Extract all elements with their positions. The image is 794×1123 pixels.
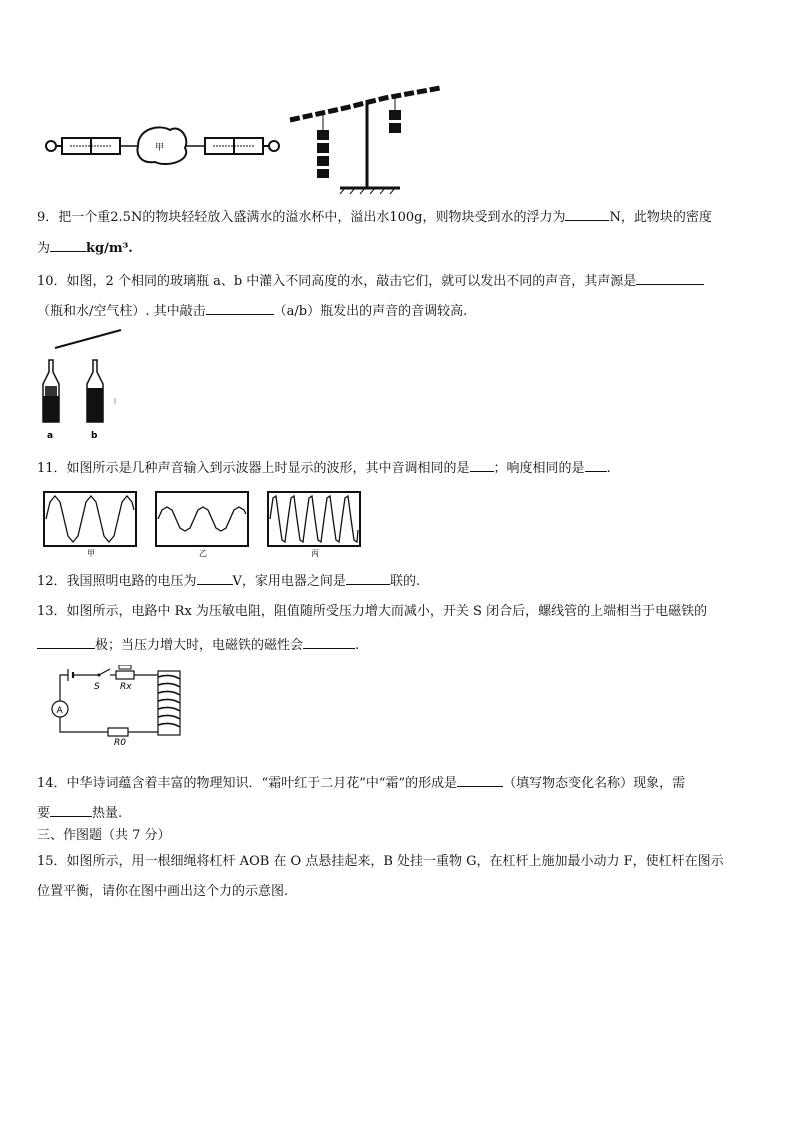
q11-blank-loudness[interactable] xyxy=(585,457,607,472)
q12-text-a: 12．我国照明电路的电压为 xyxy=(37,574,197,589)
circuit-figure xyxy=(40,665,190,750)
q15-line1: 15．如图所示，用一根细绳将杠杆 AOB 在 O 点悬挂起来，B 处挂一重物 G，在杠杆上施加最小动力 F，使杠杆在图示 xyxy=(37,854,724,869)
q12-text-end: 联的. xyxy=(389,574,421,589)
svg-text:丙: 丙 xyxy=(311,549,319,558)
q9-text-c: 为 xyxy=(37,241,51,256)
q14-blank-phase-change[interactable] xyxy=(457,772,503,787)
q14-blank-heat[interactable] xyxy=(50,802,92,817)
q14-text-a: 14．中华诗词蕴含着丰富的物理知识．“霜叶红于二月花”中“霜”的形成是 xyxy=(37,776,458,791)
q9-blank-buoyancy[interactable] xyxy=(565,206,609,221)
q9-unit: kg/m³. xyxy=(86,241,133,256)
svg-text:b: b xyxy=(91,431,98,441)
q12-blank-voltage[interactable] xyxy=(197,570,233,585)
q12-blank-connection[interactable] xyxy=(346,570,390,585)
svg-text:A: A xyxy=(56,706,63,716)
q10-text-c: （a/b）瓶发出的声音的音调较高. xyxy=(273,304,468,319)
section3-title: 三、作图题（共 7 分） xyxy=(37,828,171,843)
lever-balance-figure xyxy=(285,80,445,195)
svg-text:乙: 乙 xyxy=(199,549,207,558)
q9-text-b: N，此物块的密度 xyxy=(609,210,712,225)
waveforms-figure xyxy=(42,490,367,560)
q13-blank-magnetism[interactable] xyxy=(303,634,355,649)
q13-text-b: 极；当压力增大时，电磁铁的磁性会 xyxy=(95,638,304,653)
q13-text-end: . xyxy=(355,638,360,653)
q9-blank-density[interactable] xyxy=(50,237,86,252)
svg-text:S: S xyxy=(94,682,100,692)
q14-text-b: （填写物态变化名称）现象，需 xyxy=(503,776,686,791)
q13-line2 xyxy=(37,634,359,656)
svg-text:甲: 甲 xyxy=(155,143,165,153)
q11-text-end: . xyxy=(606,461,611,476)
q13-blank-pole[interactable] xyxy=(37,634,95,649)
q10-blank-bottle[interactable] xyxy=(206,300,274,315)
q13-line1 xyxy=(37,602,707,622)
q15-line2: 位置平衡，请你在图中画出这个力的示意图. xyxy=(37,884,289,899)
q12-line xyxy=(37,570,420,592)
q10-line1 xyxy=(37,270,704,292)
q10-text-b: （瓶和水/空气柱）. 其中敲击 xyxy=(37,304,206,319)
spring-scale-figure xyxy=(40,118,285,173)
q9-text-a: 9．把一个重2.5N的物块轻轻放入盛满水的溢水杯中，溢出水100g，则物块受到水的浮力为 xyxy=(37,210,566,225)
q14-line1 xyxy=(37,772,685,794)
svg-text:a: a xyxy=(47,431,54,441)
q11-blank-pitch[interactable] xyxy=(470,457,494,472)
q10-text-a: 10．如图，2 个相同的玻璃瓶 a、b 中灌入不同高度的水，敲击它们，就可以发出不同的声音，其声源是 xyxy=(37,274,637,289)
q11-text-a: 11．如图所示是几种声音输入到示波器上时显示的波形，其中音调相同的是 xyxy=(37,461,470,476)
q10-blank-source[interactable] xyxy=(636,270,704,285)
svg-text:甲: 甲 xyxy=(87,549,95,558)
svg-text:R0: R0 xyxy=(114,738,126,748)
q12-text-b: V，家用电器之间是 xyxy=(232,574,346,589)
svg-text:Rx: Rx xyxy=(120,682,132,692)
q14-text-d: 热量. xyxy=(92,806,123,821)
q11-line xyxy=(37,457,611,479)
q14-text-c: 要 xyxy=(37,806,51,821)
q9-line1 xyxy=(37,206,712,228)
q13-text-a: 13．如图所示，电路中 Rx 为压敏电阻，阻值随所受压力增大而减小，开关 S 闭合后，螺线管的上端相当于电磁铁的 xyxy=(37,604,708,619)
q9-line2 xyxy=(37,237,133,259)
bottles-figure xyxy=(35,328,125,443)
q11-text-b: ；响度相同的是 xyxy=(493,461,585,476)
q14-line2 xyxy=(37,802,122,824)
q10-line2 xyxy=(37,300,467,322)
